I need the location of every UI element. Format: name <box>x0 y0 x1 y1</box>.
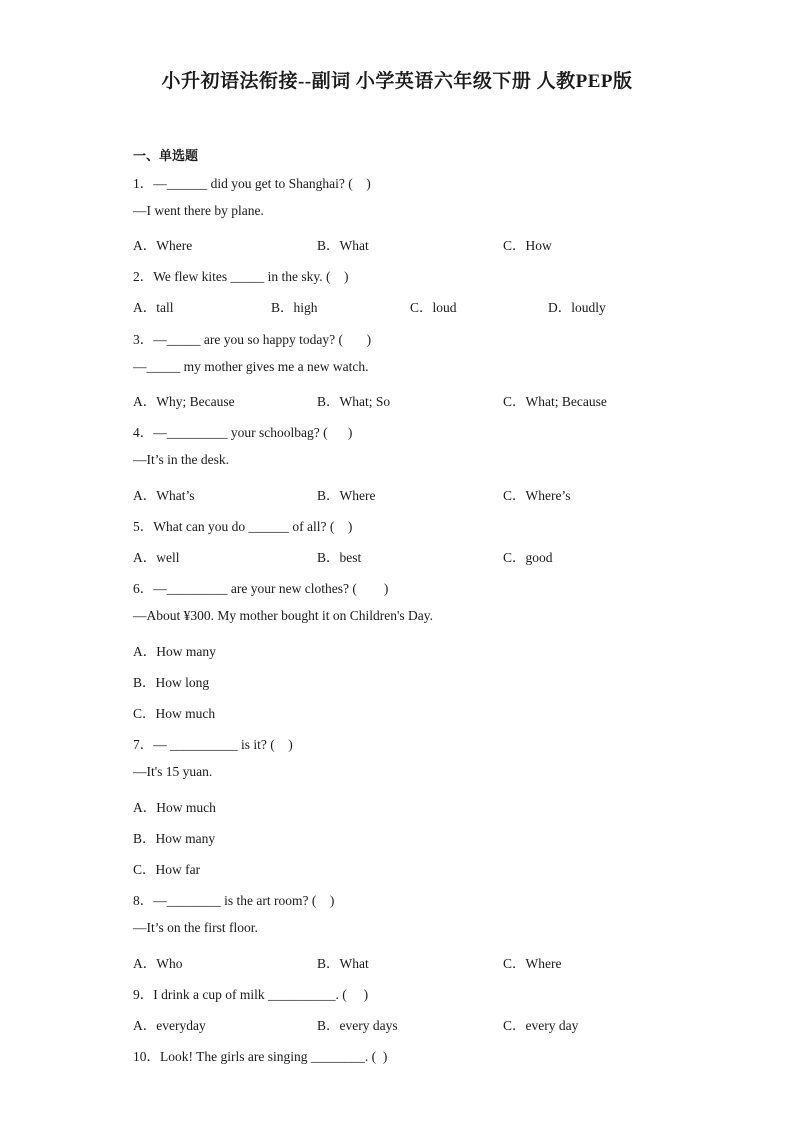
question-7-option-c: C．How far <box>133 862 201 877</box>
question-7-stem: 7．— __________ is it? ( ) <box>133 737 293 752</box>
question-3-reply: —_____ my mother gives me a new watch. <box>133 359 369 374</box>
section-heading: 一、单选题 <box>133 148 199 163</box>
question-3-option-a: A．Why; Because <box>133 394 235 409</box>
question-9-stem: 9．I drink a cup of milk __________. ( ) <box>133 987 369 1002</box>
question-8-option-a: A．Who <box>133 956 183 971</box>
question-2-option-b: B．high <box>271 300 318 315</box>
question-8-option-c: C．Where <box>503 956 562 971</box>
question-1-stem: 1．—______ did you get to Shanghai? ( ) <box>133 176 371 191</box>
question-7-option-b: B．How many <box>133 831 216 846</box>
question-4-option-a: A．What’s <box>133 488 195 503</box>
question-9-option-c: C．every day <box>503 1018 579 1033</box>
question-6-stem: 6．—_________ are your new clothes? ( ) <box>133 581 389 596</box>
question-4-option-c: C．Where’s <box>503 488 571 503</box>
question-5-option-c: C．good <box>503 550 553 565</box>
question-5-stem: 5．What can you do ______ of all? ( ) <box>133 519 353 534</box>
question-2-option-a: A．tall <box>133 300 174 315</box>
document-title: 小升初语法衔接--副词 小学英语六年级下册 人教PEP版 <box>161 71 633 92</box>
question-1-option-b: B．What <box>317 238 369 253</box>
question-6-option-b: B．How long <box>133 675 210 690</box>
question-9-option-a: A．everyday <box>133 1018 206 1033</box>
question-10-stem: 10．Look! The girls are singing ________. ( ) <box>133 1049 388 1064</box>
question-1-option-a: A．Where <box>133 238 193 253</box>
question-3-option-b: B．What; So <box>317 394 391 409</box>
question-2-stem: 2．We flew kites _____ in the sky. ( ) <box>133 269 349 284</box>
question-9-option-b: B．every days <box>317 1018 398 1033</box>
question-5-option-a: A．well <box>133 550 180 565</box>
question-4-reply: —It’s in the desk. <box>133 452 229 467</box>
question-7-reply: —It's 15 yuan. <box>133 764 213 779</box>
question-6-reply: —About ¥300. My mother bought it on Children's Day. <box>133 608 434 623</box>
question-3-option-c: C．What; Because <box>503 394 607 409</box>
question-4-stem: 4．—_________ your schoolbag? ( ) <box>133 425 353 440</box>
question-1-option-c: C．How <box>503 238 552 253</box>
question-8-stem: 8．—________ is the art room? ( ) <box>133 893 335 908</box>
question-3-stem: 3．—_____ are you so happy today? ( ) <box>133 332 372 347</box>
question-6-option-c: C．How much <box>133 706 216 721</box>
question-7-option-a: A．How much <box>133 800 216 815</box>
question-5-option-b: B．best <box>317 550 362 565</box>
question-8-reply: —It’s on the first floor. <box>133 920 258 935</box>
question-2-option-d: D．loudly <box>548 300 606 315</box>
question-8-option-b: B．What <box>317 956 369 971</box>
question-1-reply: —I went there by plane. <box>133 203 264 218</box>
question-2-option-c: C．loud <box>410 300 457 315</box>
question-6-option-a: A．How many <box>133 644 216 659</box>
question-4-option-b: B．Where <box>317 488 376 503</box>
